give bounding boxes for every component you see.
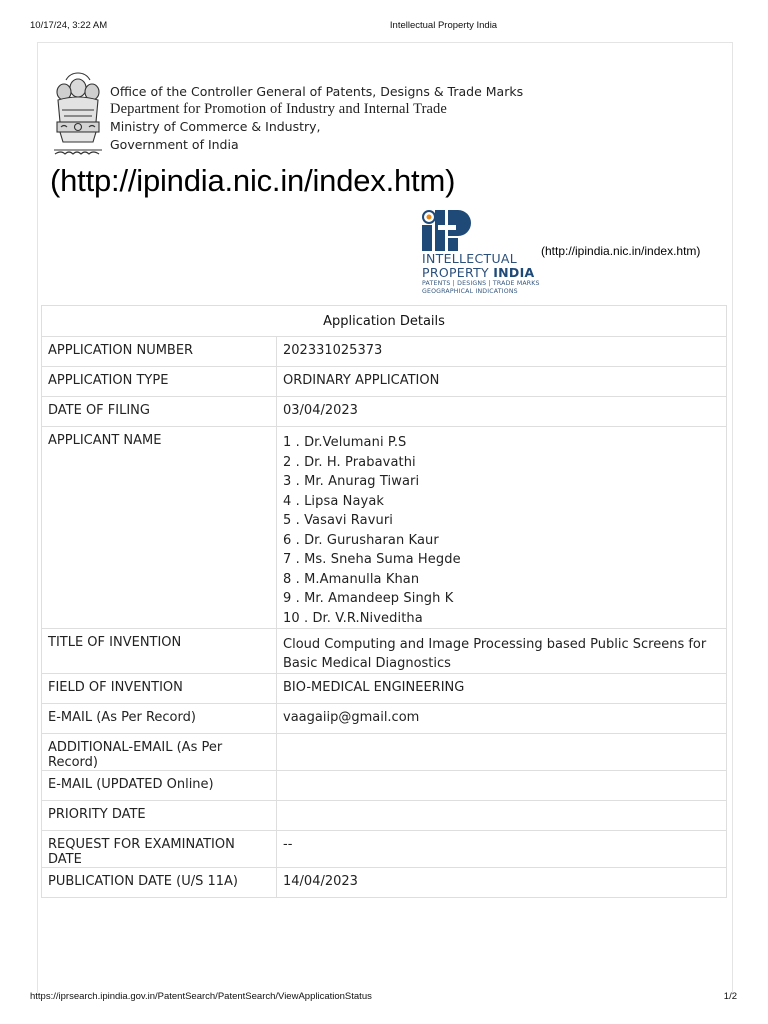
table-row — [42, 337, 727, 367]
row-key: APPLICANT NAME — [42, 427, 277, 629]
row-key: REQUEST FOR EXAMINATION DATE — [42, 831, 277, 868]
row-key: E-MAIL (As Per Record) — [42, 704, 277, 734]
table-heading: Application Details — [42, 306, 727, 337]
print-url: https://iprsearch.ipindia.gov.in/PatentSearch/PatentSearch/ViewApplicationStatus — [30, 991, 372, 1002]
row-value: ORDINARY APPLICATION — [277, 367, 727, 397]
print-header — [0, 20, 768, 34]
applicant-item: 5 . Vasavi Ravuri — [283, 513, 393, 528]
row-value — [277, 801, 727, 831]
row-key: PRIORITY DATE — [42, 801, 277, 831]
row-value: BIO-MEDICAL ENGINEERING — [277, 674, 727, 704]
logo-line-3: PATENTS | DESIGNS | TRADE MARKS — [422, 280, 540, 287]
ip-india-logo-text — [422, 252, 540, 295]
applicant-list — [277, 427, 727, 629]
applicant-item: 9 . Mr. Amandeep Singh K — [283, 591, 454, 606]
applicant-item: 1 . Dr.Velumani P.S — [283, 435, 407, 450]
ipindia-small-link[interactable]: (http://ipindia.nic.in/index.htm) — [541, 244, 701, 258]
logo-line-4: GEOGRAPHICAL INDICATIONS — [422, 287, 518, 295]
row-key: ADDITIONAL-EMAIL (As Per Record) — [42, 734, 277, 771]
row-value: 14/04/2023 — [277, 868, 727, 898]
office-line-3: Ministry of Commerce & Industry, — [110, 119, 321, 134]
row-key: APPLICATION NUMBER — [42, 337, 277, 367]
logo-line-1: INTELLECTUAL — [422, 251, 518, 266]
row-key: TITLE OF INVENTION — [42, 629, 277, 674]
row-key: PUBLICATION DATE (U/S 11A) — [42, 868, 277, 898]
table-row — [42, 771, 727, 801]
row-value — [277, 771, 727, 801]
row-value: vaagaiip@gmail.com — [277, 704, 727, 734]
applicant-item: 8 . M.Amanulla Khan — [283, 571, 420, 587]
table-row — [42, 427, 727, 629]
table-row — [42, 674, 727, 704]
row-value: 202331025373 — [277, 337, 727, 367]
row-key: APPLICATION TYPE — [42, 367, 277, 397]
logo-line-2b: INDIA — [493, 265, 535, 280]
table-row — [42, 734, 727, 771]
office-line-4: Government of India — [110, 136, 239, 152]
applicant-item: 2 . Dr. H. Prabavathi — [283, 454, 416, 470]
applicant-item: 10 . Dr. V.R.Niveditha — [283, 610, 423, 626]
application-details-table — [41, 305, 727, 898]
applicant-item: 6 . Dr. Gurusharan Kaur — [283, 532, 439, 548]
table-row — [42, 629, 727, 674]
print-footer — [0, 991, 768, 1005]
row-value: 03/04/2023 — [277, 397, 727, 427]
office-header — [110, 83, 523, 153]
national-emblem-icon — [52, 70, 104, 162]
print-page-number: 1/2 — [723, 991, 737, 1002]
row-key: DATE OF FILING — [42, 397, 277, 427]
table-row — [42, 868, 727, 898]
applicant-item: 3 . Mr. Anurag Tiwari — [283, 474, 420, 489]
ipindia-main-link[interactable]: (http://ipindia.nic.in/index.htm) — [50, 163, 456, 198]
table-row — [42, 397, 727, 427]
print-datetime: 10/17/24, 3:22 AM — [30, 20, 108, 31]
table-row — [42, 801, 727, 831]
table-row — [42, 367, 727, 397]
row-value: -- — [277, 831, 727, 868]
office-line-2: Department for Promotion of Industry and Internal Trade — [110, 100, 447, 117]
logo-line-2a: PROPERTY — [422, 265, 494, 280]
row-value — [277, 734, 727, 771]
applicant-item: 7 . Ms. Sneha Suma Hegde — [283, 552, 461, 567]
row-key: FIELD OF INVENTION — [42, 674, 277, 704]
applicant-item: 4 . Lipsa Nayak — [283, 493, 385, 509]
row-key: E-MAIL (UPDATED Online) — [42, 771, 277, 801]
office-line-1: Office of the Controller General of Patents, Designs & Trade Marks — [110, 84, 524, 99]
table-row — [42, 831, 727, 868]
row-value: Cloud Computing and Image Processing based Public Screens for Basic Medical Diagnostics — [277, 629, 727, 674]
print-page-title: Intellectual Property India — [389, 20, 498, 31]
table-row — [42, 704, 727, 734]
